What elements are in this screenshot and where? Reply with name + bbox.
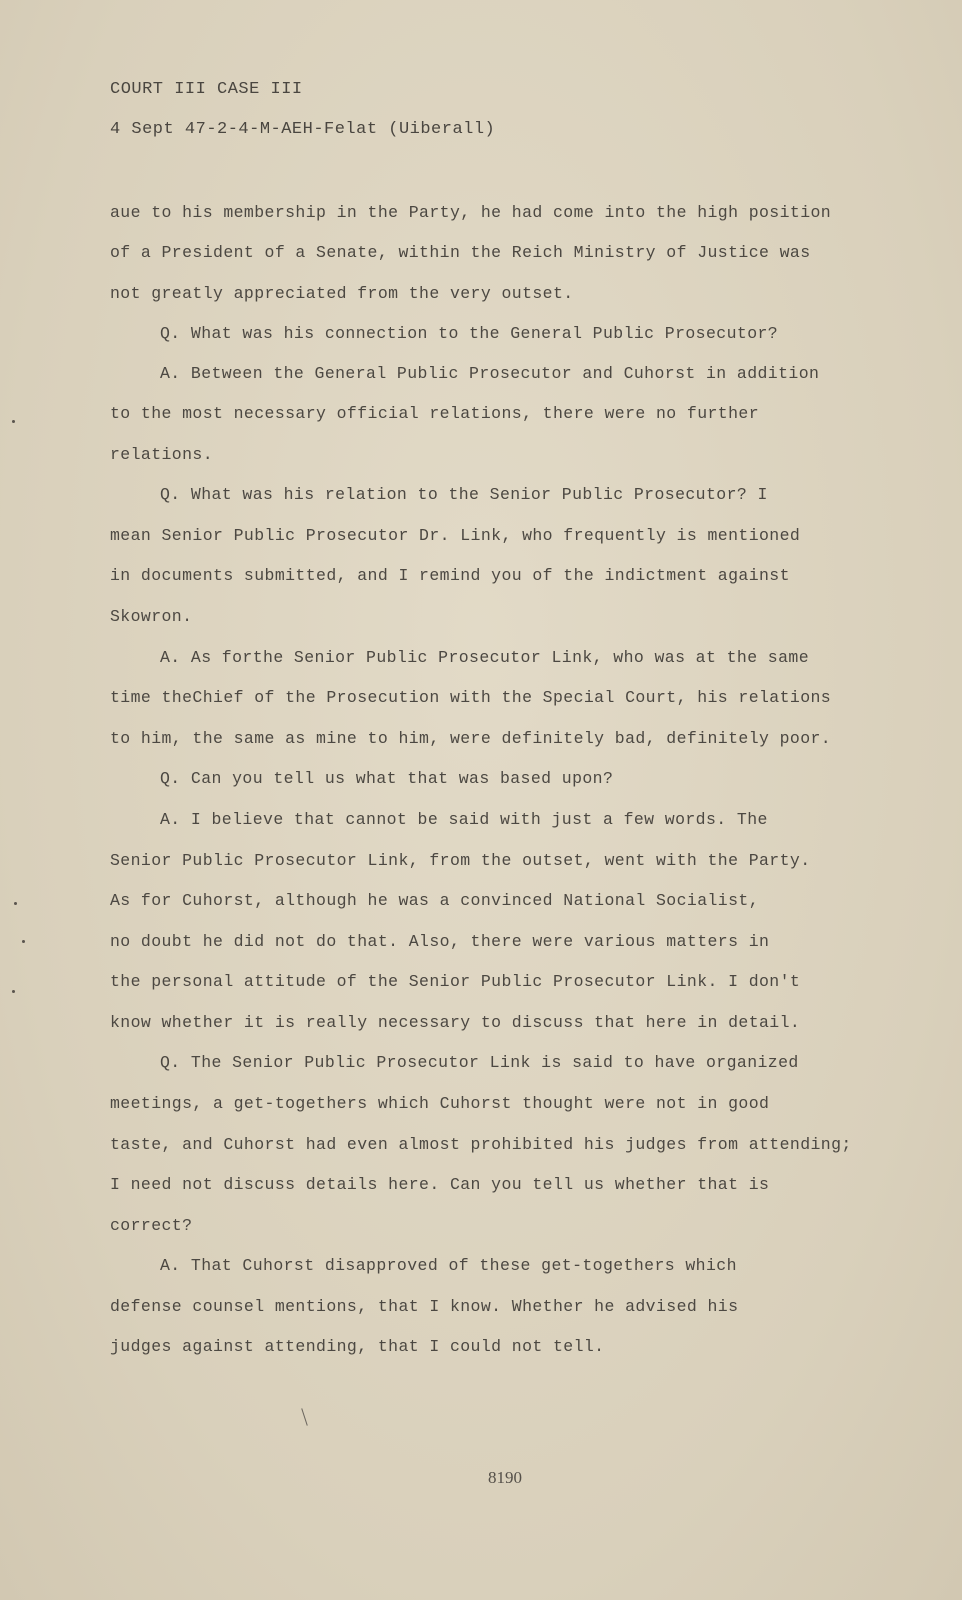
transcript-line: aue to his membership in the Party, he had come into the high position: [110, 203, 832, 222]
transcript-line: taste, and Cuhorst had even almost prohibited his judges from attending;: [110, 1135, 852, 1154]
transcript-line: no doubt he did not do that. Also, there were various matters in: [110, 932, 770, 951]
transcript-line: I need not discuss details here. Can you tell us whether that is: [110, 1175, 770, 1194]
paper-speck: [22, 940, 25, 943]
transcript-answer: A. That Cuhorst disapproved of these get-togethers which: [160, 1256, 737, 1275]
transcript-line: correct?: [110, 1216, 193, 1235]
court-case-header: COURT III CASE III: [110, 80, 303, 99]
page-number: 8190: [488, 1468, 522, 1487]
transcript-line: mean Senior Public Prosecutor Dr. Link, who frequently is mentioned: [110, 526, 801, 545]
transcript-line: the personal attitude of the Senior Public Prosecutor Link. I don't: [110, 972, 801, 991]
transcript-line: to the most necessary official relations, there were no further: [110, 404, 760, 423]
transcript-line: relations.: [110, 445, 214, 464]
paper-speck: [12, 990, 15, 993]
transcript-answer: A. Between the General Public Prosecutor and Cuhorst in addition: [160, 364, 820, 383]
transcript-answer: A. I believe that cannot be said with just a few words. The: [160, 810, 768, 829]
transcript-line: meetings, a get-togethers which Cuhorst thought were not in good: [110, 1094, 770, 1113]
transcript-line: defense counsel mentions, that I know. Whether he advised his: [110, 1297, 739, 1316]
transcript-question: Q. The Senior Public Prosecutor Link is said to have organized: [160, 1053, 799, 1072]
transcript-line: not greatly appreciated from the very outset.: [110, 284, 574, 303]
transcript-line: Skowron.: [110, 607, 193, 626]
transcript-line: Senior Public Prosecutor Link, from the outset, went with the Party.: [110, 851, 811, 870]
transcript-line: to him, the same as mine to him, were definitely bad, definitely poor.: [110, 729, 832, 748]
session-header: 4 Sept 47-2-4-M-AEH-Felat (Uiberall): [110, 120, 496, 139]
transcript-line: in documents submitted, and I remind you of the indictment against: [110, 566, 790, 585]
transcript-question: Q. What was his connection to the General Public Prosecutor?: [160, 324, 779, 343]
paper-speck: [12, 420, 15, 423]
transcript-line: judges against attending, that I could not tell.: [110, 1337, 605, 1356]
transcript-line: know whether it is really necessary to discuss that here in detail.: [110, 1013, 801, 1032]
pen-mark: [301, 1408, 308, 1425]
transcript-question: Q. Can you tell us what that was based upon?: [160, 769, 614, 788]
transcript-line: time theChief of the Prosecution with the Special Court, his relations: [110, 688, 832, 707]
transcript-line: As for Cuhorst, although he was a convinced National Socialist,: [110, 891, 760, 910]
transcript-answer: A. As forthe Senior Public Prosecutor Link, who was at the same: [160, 648, 810, 667]
transcript-line: of a President of a Senate, within the Reich Ministry of Justice was: [110, 243, 811, 262]
paper-speck: [14, 902, 17, 905]
transcript-question: Q. What was his relation to the Senior Public Prosecutor? I: [160, 485, 768, 504]
